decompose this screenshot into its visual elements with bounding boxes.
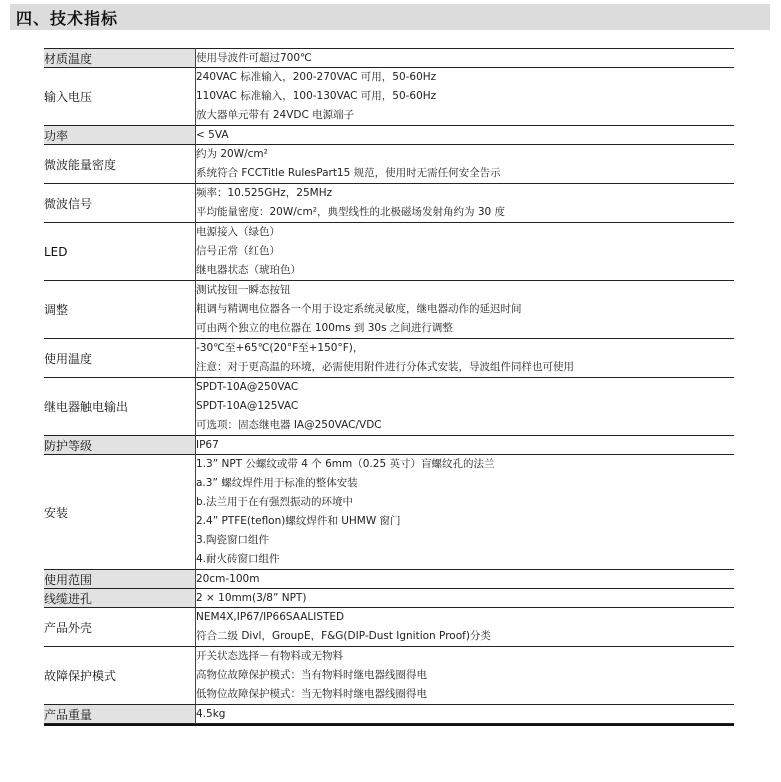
spec-row (44, 68, 734, 126)
spec-value-line: 240VAC 标准输入，200-270VAC 可用，50-60Hz (196, 71, 437, 83)
spec-row (44, 378, 734, 436)
spec-value-line: 4.耐火砖窗口组件 (196, 553, 280, 565)
spec-value (196, 145, 735, 184)
spec-value-line: 开关状态选择－有物料或无物料 (196, 650, 343, 662)
spec-label: 产品外壳 (44, 608, 196, 647)
section-header (10, 4, 770, 30)
spec-label: 线缆进孔 (44, 589, 196, 608)
spec-row (44, 126, 734, 145)
spec-value-line: 1.3” NPT 公螺纹或带 4 个 6mm（0.25 英寸）盲螺纹孔的法兰 (196, 458, 495, 470)
spec-row (44, 184, 734, 223)
spec-value-line: 使用导波件可超过700℃ (196, 52, 312, 64)
spec-label: 功率 (44, 126, 196, 145)
spec-value (196, 126, 735, 145)
spec-value (196, 339, 735, 378)
spec-value (196, 608, 735, 647)
spec-value-line: 20cm-100m (196, 573, 260, 585)
spec-value-line: 继电器状态（琥珀色） (196, 264, 301, 276)
spec-row (44, 455, 734, 570)
spec-value-line: 放大器单元带有 24VDC 电源端子 (196, 109, 355, 121)
spec-value-line: 110VAC 标准输入，100-130VAC 可用，50-60Hz (196, 90, 437, 102)
spec-row (44, 705, 734, 724)
spec-value-line: 高物位故障保护模式：当有物料时继电器线圈得电 (196, 669, 427, 681)
spec-value (196, 49, 735, 68)
spec-row (44, 339, 734, 378)
spec-label: 产品重量 (44, 705, 196, 724)
section-title: 四、技术指标 (16, 9, 119, 28)
spec-label: 材质温度 (44, 49, 196, 68)
spec-value (196, 223, 735, 281)
spec-value-line: 2 × 10mm(3/8” NPT) (196, 592, 307, 604)
spec-label: 使用范围 (44, 570, 196, 589)
spec-label: 使用温度 (44, 339, 196, 378)
spec-value-line: 注意：对于更高温的环境，必需使用附件进行分体式安装，导波组件同样也可使用 (196, 361, 574, 373)
spec-value-line: 系统符合 FCCTitle RulesPart15 规范，使用时无需任何安全告示 (196, 167, 501, 179)
spec-row (44, 589, 734, 608)
spec-label: 故障保护模式 (44, 647, 196, 705)
spec-value (196, 68, 735, 126)
spec-row (44, 223, 734, 281)
spec-row (44, 647, 734, 705)
spec-value-line: 低物位故障保护模式：当无物料时继电器线圈得电 (196, 688, 427, 700)
spec-value (196, 455, 735, 570)
spec-row (44, 145, 734, 184)
spec-row (44, 608, 734, 647)
spec-label: 微波能量密度 (44, 145, 196, 184)
spec-value-line: 3.陶瓷窗口组件 (196, 534, 270, 546)
spec-value-line: 电源接入（绿色） (196, 226, 280, 238)
spec-label: LED (44, 223, 196, 281)
spec-label: 防护等级 (44, 436, 196, 455)
spec-value (196, 647, 735, 705)
spec-value-line: SPDT-10A@125VAC (196, 400, 299, 412)
spec-row (44, 436, 734, 455)
spec-label: 微波信号 (44, 184, 196, 223)
spec-value-line: SPDT-10A@250VAC (196, 381, 299, 393)
table-bottom-rule (44, 724, 734, 726)
spec-value-line: NEM4X,IP67/IP66SAALISTED (196, 611, 345, 623)
spec-value-line: a.3” 螺纹焊件用于标准的整体安装 (196, 477, 358, 489)
spec-label: 输入电压 (44, 68, 196, 126)
spec-value (196, 436, 735, 455)
spec-value (196, 184, 735, 223)
spec-value (196, 378, 735, 436)
spec-value-line: 2.4” PTFE(teflon)螺纹焊件和 UHMW 窗门 (196, 515, 401, 527)
spec-value-line: 平均能量密度：20W/cm²，典型线性的北极磁场发射角约为 30 度 (196, 206, 506, 218)
spec-value (196, 589, 735, 608)
spec-value-line: 粗调与精调电位器各一个用于设定系统灵敏度，继电器动作的延迟时间 (196, 303, 522, 315)
spec-value-line: 符合二级 Divl，GroupE，F&G(DIP-Dust Ignition Proof)分类 (196, 630, 491, 642)
spec-value-line: IP67 (196, 439, 219, 451)
spec-value-line: b.法兰用于在有强烈振动的环境中 (196, 496, 354, 508)
spec-label: 继电器触电输出 (44, 378, 196, 436)
spec-value-line: 约为 20W/cm² (196, 148, 268, 160)
spec-value-line: 可由两个独立的电位器在 100ms 到 30s 之间进行调整 (196, 322, 453, 334)
spec-row (44, 570, 734, 589)
spec-row (44, 281, 734, 339)
spec-value (196, 705, 735, 724)
spec-value-line: < 5VA (196, 129, 229, 141)
spec-row (44, 49, 734, 68)
spec-value-line: 可选项：固态继电器 IA@250VAC/VDC (196, 419, 382, 431)
spec-value-line: -30℃至+65℃(20°F至+150°F)， (196, 342, 364, 354)
spec-table (44, 48, 734, 724)
spec-value-line: 频率：10.525GHz，25MHz (196, 187, 333, 199)
spec-value (196, 281, 735, 339)
spec-value-line: 信号正常（红色） (196, 245, 280, 257)
spec-label: 调整 (44, 281, 196, 339)
spec-value (196, 570, 735, 589)
spec-value-line: 4.5kg (196, 708, 226, 720)
spec-value-line: 测试按钮一瞬态按钮 (196, 284, 291, 296)
spec-label: 安装 (44, 455, 196, 570)
